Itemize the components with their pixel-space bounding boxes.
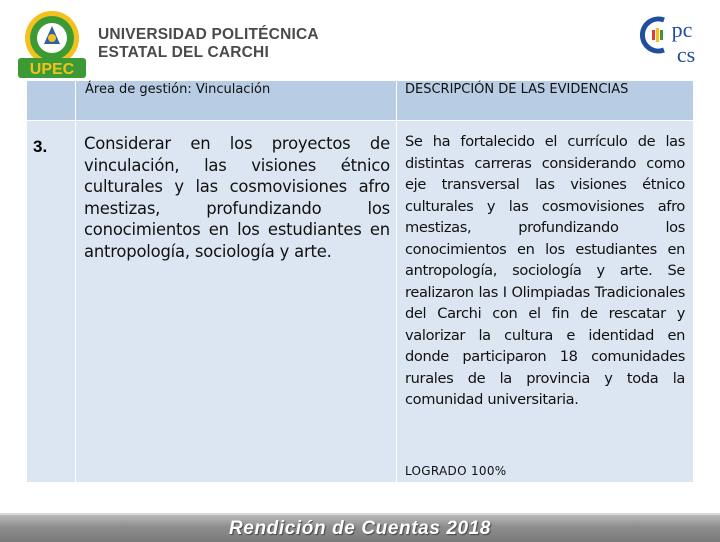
cpccs-logo [638, 10, 708, 68]
university-name [98, 26, 319, 62]
footer-bar [0, 513, 720, 542]
svg-text:pc: pc [671, 17, 693, 42]
criterion-text: Considerar en los proyectos de vinculación, las visiones étnico culturales y las cosmovisiones afro mestizas, profundizando los conocimientos en los estudiantes en antropología, sociología y arte. [76, 121, 397, 483]
number-header-cell [27, 81, 76, 121]
description-header: DESCRIPCIÓN DE LAS EVIDENCIAS [397, 81, 694, 121]
seal-text: UPEC [29, 61, 75, 78]
footer-title: Rendición de Cuentas 2018 [228, 518, 492, 539]
evidence-cell [397, 121, 694, 483]
university-name-line1: UNIVERSIDAD POLITÉCNICA [98, 26, 319, 43]
area-header: Área de gestión: Vinculación [76, 81, 397, 121]
status-label: LOGRADO 100% [405, 464, 507, 478]
header [0, 0, 720, 82]
table-header-row [27, 81, 694, 121]
university-name-line2: ESTATAL DEL CARCHI [98, 44, 269, 61]
table-row [27, 121, 694, 483]
row-number: 3. [27, 121, 76, 483]
evidence-table [26, 80, 694, 483]
university-seal-logo [14, 8, 90, 80]
svg-text:cs: cs [676, 42, 696, 67]
evidence-text: Se ha fortalecido el currículo de las distintas carreras considerando como eje transversal las visiones étnico culturales y las cosmovisiones afro mestizas, profundizando los conocimientos en los estudiantes en antropología, sociología y arte. Se realizaron las I Olimpiadas Tradicionales del Carchi con el fin de rescatar y valorizar la cultura e identidad en donde participaron 18 comunidades rurales de la provincia y toda la comunidad universitaria. [405, 133, 685, 408]
